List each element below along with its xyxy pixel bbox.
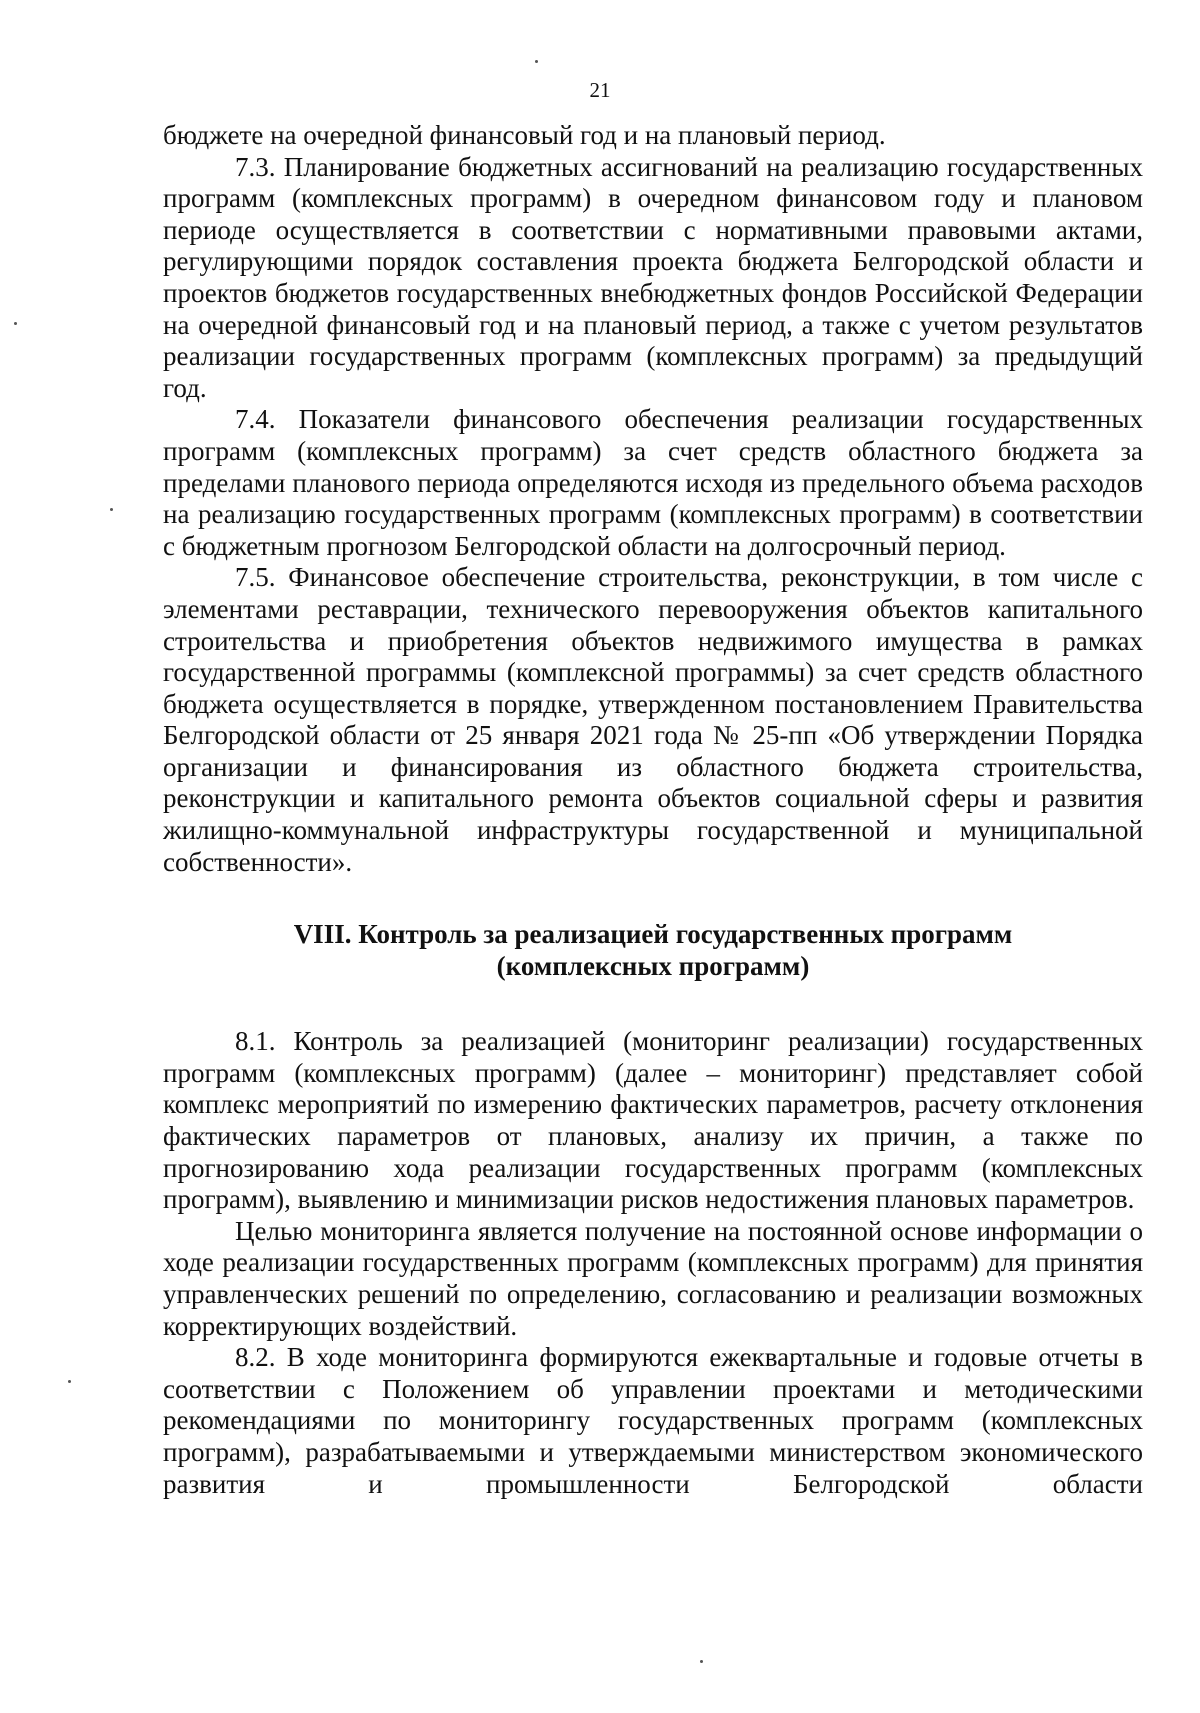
scan-speck: [68, 1380, 71, 1383]
paragraph-7-3: 7.3. Планирование бюджетных ассигнований на реализацию государственных программ (комплексных программ) в очередном финансовом году и плановом периоде осуществляется в соответствии с нормативными правовыми актами, регулирующими порядок составления проекта бюджета Белгородской области и проектов бюджетов государственных внебюджетных фондов Российской Федерации на очередной финансовый год и на плановый период, а также с учетом результатов реализации государственных программ (комплексных программ) за предыдущий год.: [163, 151, 1143, 403]
section-heading-line2: (комплексных программ): [496, 951, 810, 982]
paragraph-7-4: 7.4. Показатели финансового обеспечения реализации государственных программ (комплексных программ) за счет средств областного бюджета за пределами планового периода определяются исходя из предельного объема расходов на реализацию государственных программ (комплексных программ) в соответствии с бюджетным прогнозом Белгородской области на долгосрочный период.: [163, 404, 1143, 561]
scan-speck: [535, 60, 538, 63]
page-number: 21: [589, 78, 611, 102]
paragraph-continuation: бюджете на очередной финансовый год и на плановый период.: [163, 120, 886, 150]
section-heading: [163, 918, 1143, 982]
scan-speck: [110, 508, 113, 511]
paragraph-monitoring-goal: Целью мониторинга является получение на постоянной основе информации о ходе реализации государственных программ (комплексных программ) для принятия управленческих решений по определению, согласованию и реализации возможных корректирующих воздействий.: [163, 1215, 1143, 1341]
paragraph-8-2: 8.2. В ходе мониторинга формируются ежеквартальные и годовые отчеты в соответствии с Положением об управлении проектами и методическими рекомендациями по мониторингу государственных программ (комплексных программ), разрабатываемыми и утверждаемыми министерством экономического развития и промышленности Белгородской области: [163, 1342, 1143, 1499]
paragraph-7-5: 7.5. Финансовое обеспечение строительства, реконструкции, в том числе с элементами реставрации, технического перевооружения объектов капитального строительства и приобретения объектов недвижимого имущества в рамках государственной программы (комплексной программы) за счет средств областного бюджета осуществляется в порядке, утвержденном постановлением Правительства Белгородской области от 25 января 2021 года № 25-пп «Об утверждении Порядка организации и финансирования из областного бюджета строительства, реконструкции и капитального ремонта объектов социальной сферы и развития жилищно-коммунальной инфраструктуры государственной и муниципальной собственности».: [163, 562, 1143, 877]
section-heading-line1: VIII. Контроль за реализацией государственных программ: [293, 919, 1013, 950]
scan-speck: [14, 322, 17, 325]
paragraph-8-1: 8.1. Контроль за реализацией (мониторинг реализации) государственных программ (комплексных программ) (далее – мониторинг) представляет собой комплекс мероприятий по измерению фактических параметров, расчету отклонения фактических параметров от плановых, анализу их причин, а также по прогнозированию хода реализации государственных программ (комплексных программ), выявлению и минимизации рисков недостижения плановых параметров.: [163, 1026, 1143, 1215]
scan-speck: [700, 1660, 703, 1663]
document-body: [163, 120, 1143, 1500]
